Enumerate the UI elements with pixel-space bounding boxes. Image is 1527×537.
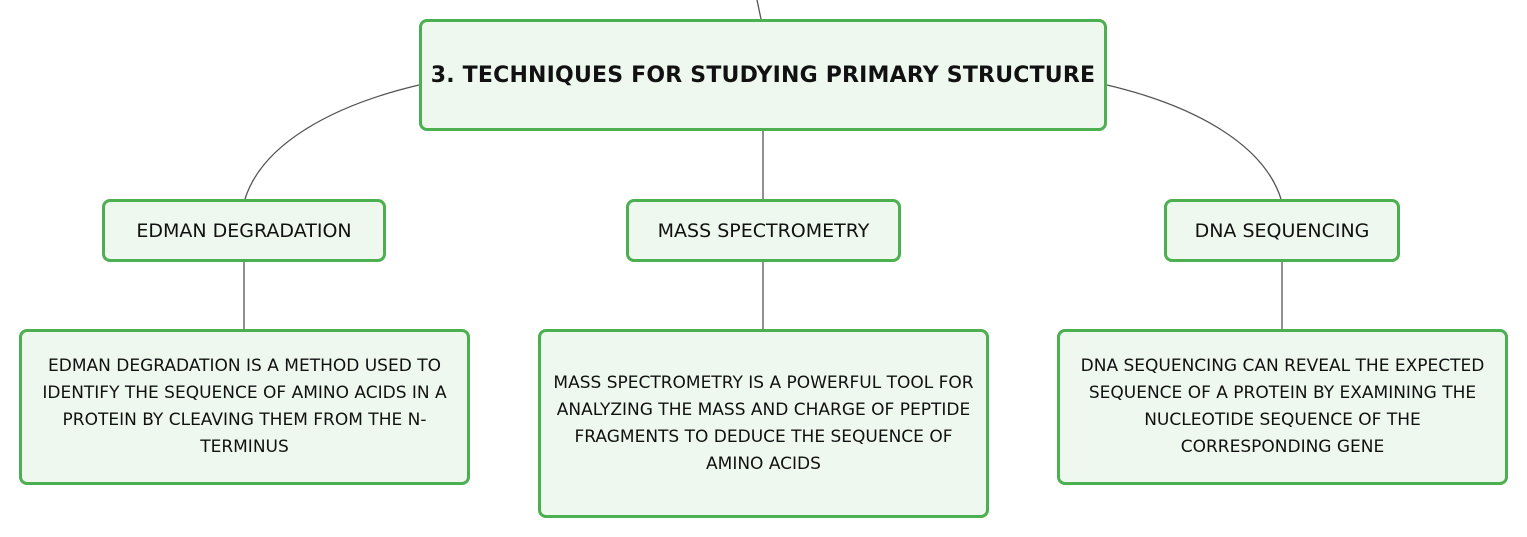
detail-dna-sequencing-text: DNA SEQUENCING CAN REVEAL THE EXPECTED SEQUENCE OF A PROTEIN BY EXAMINING THE NUCLEOTIDE SEQUENCE OF THE CORRESPONDING GENE (1080, 356, 1485, 457)
detail-node-edman-degradation[interactable] (19, 329, 470, 485)
node-dna-sequencing-label: DNA SEQUENCING (1194, 219, 1370, 242)
node-edman-degradation-label: EDMAN DEGRADATION (136, 219, 352, 242)
node-dna-sequencing[interactable] (1164, 199, 1400, 262)
node-mass-spectrometry[interactable] (626, 199, 901, 262)
connector-incoming-to-root (757, 0, 761, 19)
connector-root-to-edman-degradation (245, 85, 419, 199)
detail-node-dna-sequencing[interactable] (1057, 329, 1508, 485)
detail-mass-spectrometry-text: MASS SPECTROMETRY IS A POWERFUL TOOL FOR ANALYZING THE MASS AND CHARGE OF PEPTIDE FRAGMENTS TO DEDUCE THE SEQUENCE OF AMINO ACIDS (553, 372, 974, 474)
node-mass-spectrometry-label: MASS SPECTROMETRY (657, 219, 870, 242)
node-edman-degradation[interactable] (102, 199, 386, 262)
connector-root-to-dna-sequencing (1107, 85, 1281, 199)
detail-node-mass-spectrometry[interactable] (538, 329, 989, 518)
detail-edman-degradation-text: EDMAN DEGRADATION IS A METHOD USED TO IDENTIFY THE SEQUENCE OF AMINO ACIDS IN A PROTEIN BY CLEAVING THEM FROM THE N-TERMINUS (42, 356, 447, 457)
root-node[interactable] (419, 19, 1107, 131)
root-node-label: 3. TECHNIQUES FOR STUDYING PRIMARY STRUCTURE (430, 62, 1096, 88)
